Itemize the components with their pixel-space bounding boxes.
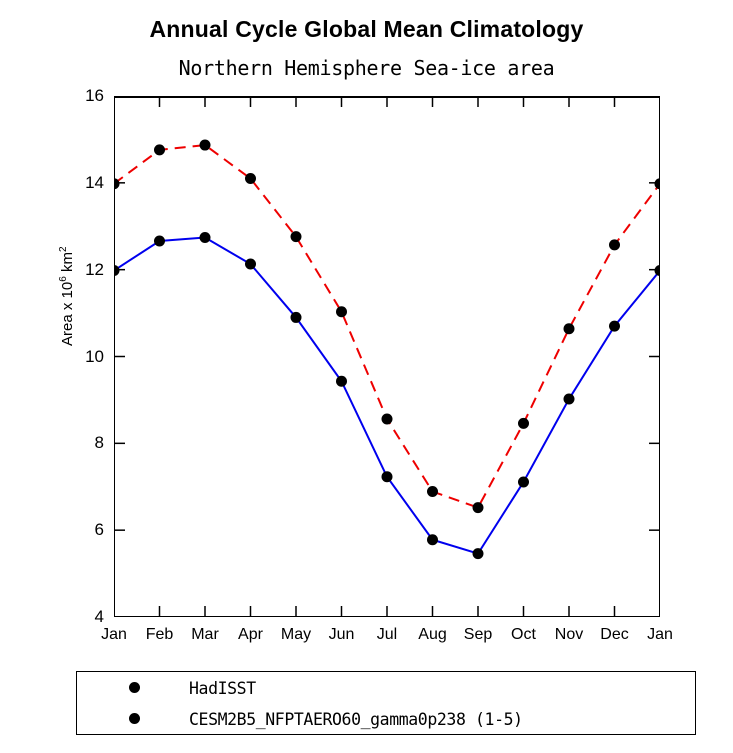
legend-item-0: [77, 672, 695, 704]
x-tick-label: Jun: [328, 626, 355, 643]
x-tick-label: Sep: [463, 626, 493, 643]
legend-label-1: CESM2B5_NFPTAERO60_gamma0p238 (1-5): [189, 709, 523, 729]
legend-label-0: HadISST: [189, 678, 256, 698]
legend-item-1: [77, 703, 695, 735]
chart-subtitle: Northern Hemisphere Sea-ice area: [178, 56, 555, 80]
plot-area: [58, 86, 673, 643]
x-tick-label: Jan: [101, 626, 127, 643]
plot-svg: [114, 96, 660, 617]
x-tick-label: Aug: [418, 626, 447, 643]
legend: [76, 671, 696, 735]
y-tick-label: 6: [94, 520, 104, 540]
x-tick-label: May: [280, 626, 312, 643]
legend-marker-1: [129, 713, 140, 724]
x-tick-label: Apr: [238, 626, 263, 643]
x-tick-label: Jan: [647, 626, 673, 643]
x-tick-label: Jul: [376, 626, 398, 643]
x-tick-label: Mar: [191, 626, 219, 643]
y-tick-label: 10: [85, 346, 104, 366]
y-tick-label: 14: [85, 172, 104, 192]
x-tick-label: Oct: [511, 626, 536, 643]
y-tick-label: 16: [85, 86, 104, 105]
legend-swatch-1: [85, 703, 189, 735]
y-tick-label: 8: [94, 433, 104, 453]
y-tick-label: 12: [85, 259, 104, 279]
x-tick-label: Dec: [600, 626, 629, 643]
chart-title: Annual Cycle Global Mean Climatology: [149, 16, 584, 42]
x-tick-label: Feb: [145, 626, 174, 643]
legend-swatch-0: [85, 672, 189, 704]
legend-marker-0: [129, 682, 140, 693]
y-axis-label: Area x $10^6$ $km^2$: [58, 246, 76, 346]
x-tick-label: Nov: [554, 626, 584, 643]
y-tick-label: 4: [94, 607, 104, 626]
